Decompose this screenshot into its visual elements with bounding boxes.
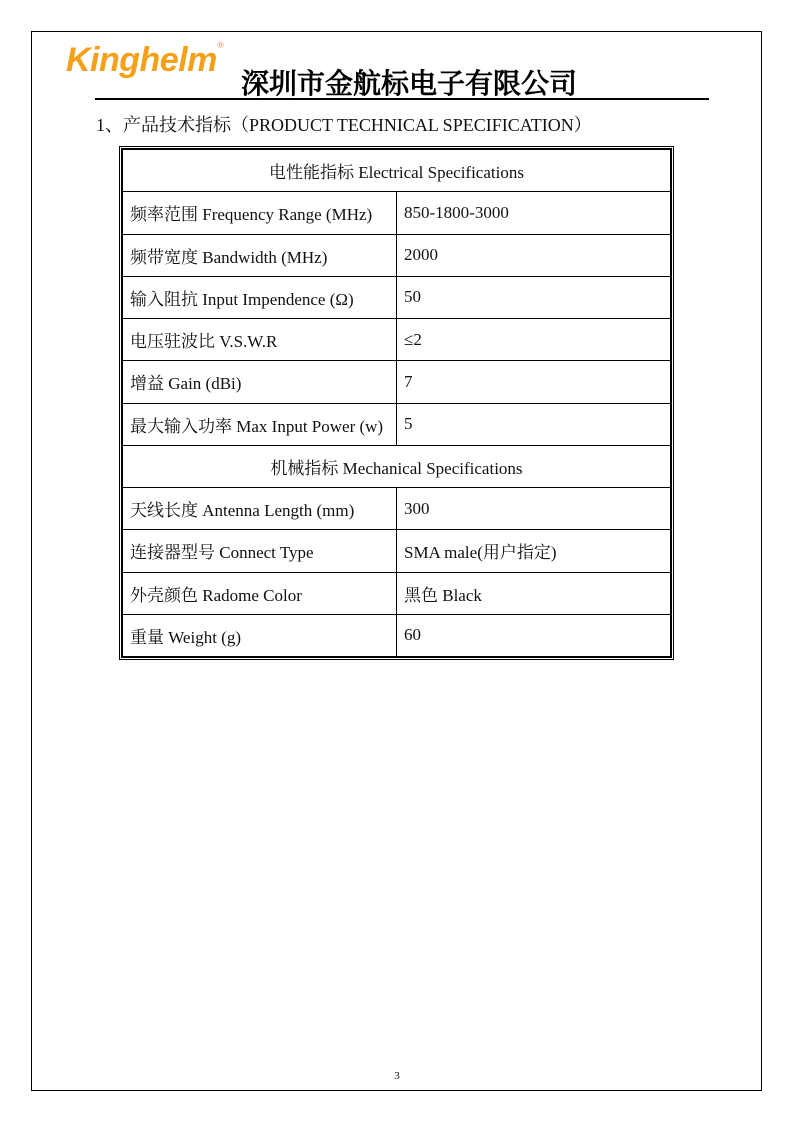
spec-label: 外壳颜色 Radome Color — [123, 572, 397, 614]
table-row — [123, 614, 671, 656]
table-row — [123, 488, 671, 530]
table-row — [123, 530, 671, 572]
spec-label: 电压驻波比 V.S.W.R — [123, 319, 397, 361]
table-row — [123, 192, 671, 234]
spec-label: 输入阻抗 Input Impendence (Ω) — [123, 276, 397, 318]
registered-mark: ® — [216, 41, 225, 51]
table-row — [123, 234, 671, 276]
table-row — [123, 403, 671, 445]
spec-label: 连接器型号 Connect Type — [123, 530, 397, 572]
section-title: 1、产品技术指标（PRODUCT TECHNICAL SPECIFICATION） — [96, 115, 592, 135]
spec-value: 2000 — [397, 234, 671, 276]
mechanical-heading-row — [123, 445, 671, 487]
spec-value: 60 — [397, 614, 671, 656]
mechanical-heading: 机械指标 Mechanical Specifications — [123, 445, 671, 487]
spec-table-grid — [122, 149, 671, 657]
spec-label: 天线长度 Antenna Length (mm) — [123, 488, 397, 530]
spec-value: 7 — [397, 361, 671, 403]
spec-label: 频率范围 Frequency Range (MHz) — [123, 192, 397, 234]
electrical-heading-row — [123, 150, 671, 192]
spec-table — [119, 146, 674, 660]
table-row — [123, 572, 671, 614]
company-name: 深圳市金航标电子有限公司 — [241, 67, 578, 100]
spec-value: 黑色 Black — [397, 572, 671, 614]
header-divider — [95, 98, 709, 100]
table-row — [123, 361, 671, 403]
electrical-heading: 电性能指标 Electrical Specifications — [123, 150, 671, 192]
spec-value: 300 — [397, 488, 671, 530]
table-row — [123, 276, 671, 318]
spec-label: 重量 Weight (g) — [123, 614, 397, 656]
spec-value: SMA male(用户指定) — [397, 530, 671, 572]
company-logo: Kinghelm — [66, 41, 217, 79]
spec-value: 5 — [397, 403, 671, 445]
spec-label: 最大输入功率 Max Input Power (w) — [123, 403, 397, 445]
spec-value: ≤2 — [397, 319, 671, 361]
table-row — [123, 319, 671, 361]
spec-value: 850-1800-3000 — [397, 192, 671, 234]
spec-value: 50 — [397, 276, 671, 318]
spec-label: 频带宽度 Bandwidth (MHz) — [123, 234, 397, 276]
spec-label: 增益 Gain (dBi) — [123, 361, 397, 403]
page-number: 3 — [394, 1070, 400, 1082]
